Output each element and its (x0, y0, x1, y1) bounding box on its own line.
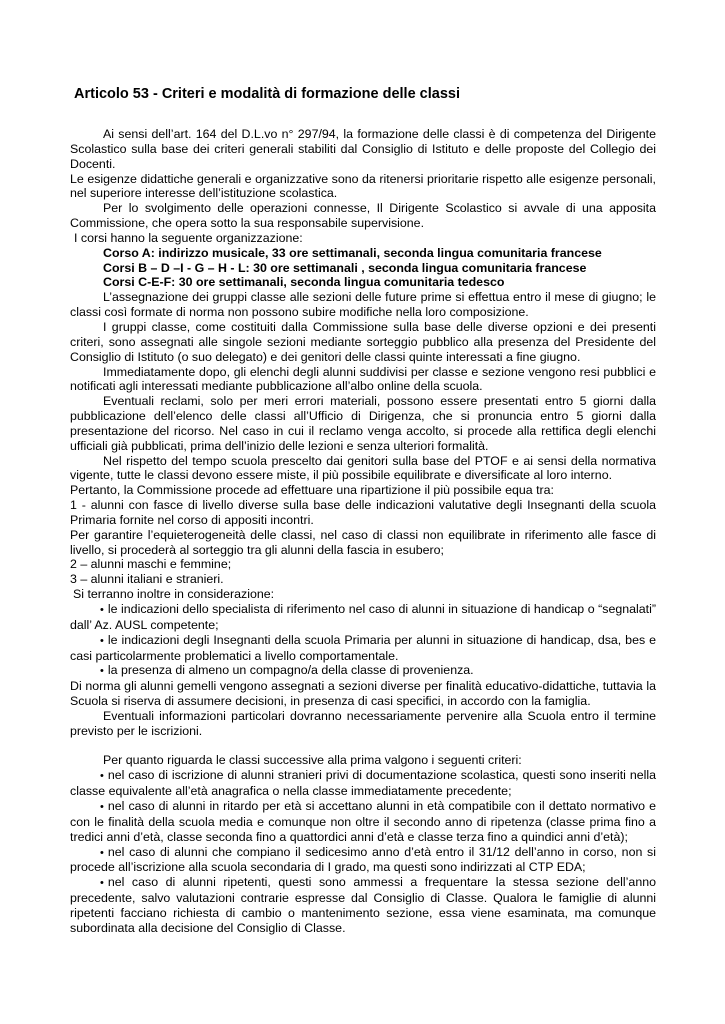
criterion-gender: 2 – alunni maschi e femmine; (70, 557, 232, 572)
paragraph-complaints: Eventuali reclami, solo per meri errori materiali, possono essere presentati entro 5 giorni dalla pubblicazione dell’elenco delle classi all’Ufficio di Dirigenza, che si pronuncia entro 5 giorni dalla presentazione del ricorso. Nel caso in cui il reclamo venga accolto, si procede alla rettifica degli elenchi ufficiali già pubblicati, prima dell’inizio delle lezioni e senza ulteriori formalità. (70, 394, 656, 453)
paragraph-following-classes: Per quanto riguarda le classi successive alla prima valgono i seguenti criteri: (103, 753, 522, 768)
bullet-icon: • (100, 877, 104, 890)
bullet-item-classmate (70, 663, 656, 679)
course-b: Corsi B – D –I - G – H - L: 30 ore settimanali , seconda lingua comunitaria francese (103, 260, 587, 275)
bullet-icon: • (100, 634, 104, 647)
bullet-item-sixteen-year-olds (70, 845, 656, 876)
paragraph-courses-intro: I corsi hanno la seguente organizzazione: (74, 230, 303, 245)
paragraph-distribution: Pertanto, la Commissione procede ad effettuare una ripartizione il più possibile equa tra: (70, 483, 554, 498)
paragraph-draw: I gruppi classe, come costituiti dalla Commissione sulla base delle diverse opzioni e dei presenti criteri, sono assegnati alle singole sezioni mediante sorteggio pubblico alla presenza del Presidente del Consiglio di Istituto (o suo delegato) e dei genitori delle classi quinte interessati a fine giugno. (70, 319, 656, 364)
bullet-item-specialist (70, 602, 656, 633)
bullet-icon: • (100, 665, 104, 678)
bullet-icon: • (100, 846, 104, 859)
paragraph-mixed-classes: Nel rispetto del tempo scuola prescelto dai genitori sulla base del PTOF e ai sensi della normativa vigente, tutte le classi devono essere miste, il più possibile equilibrate e diversificate al loro interno. (70, 453, 656, 483)
bullet-text: nel caso di alunni ripetenti, questi sono ammessi a frequentare la stessa sezione dell’anno precedente, salvo valutazioni contrarie espresse dal Consiglio di Classe. Qualora le famiglie di alunni ripetenti facciano richiesta di cambio o mantenimento sezione, essa viene esaminata, ma comunque subordinata alla decisione del Consiglio di Classe. (70, 875, 656, 935)
bullet-icon: • (100, 800, 104, 813)
paragraph-commission: Per lo svolgimento delle operazioni connesse, Il Dirigente Scolastico si avvale di una apposita Commissione, che opera sotto la sua responsabile supervisione. (70, 201, 656, 231)
bullet-text: la presenza di almeno un compagno/a della classe di provenienza. (107, 663, 474, 678)
paragraph-priorities: Le esigenze didattiche generali e organizzative sono da ritenersi prioritarie rispetto alle esigenze personali, nel superiore interesse dell’istituzione scolastica. (70, 171, 656, 201)
paragraph-information: Eventuali informazioni particolari dovranno necessariamente pervenire alla Scuola entro il termine previsto per le iscrizioni. (70, 708, 656, 738)
article-body (70, 127, 656, 936)
bullet-item-foreign-students (70, 768, 656, 799)
course-c: Corsi C-E-F: 30 ore settimanali, seconda lingua comunitaria tedesco (103, 275, 505, 290)
bullet-icon: • (100, 770, 104, 783)
bullet-icon: • (100, 604, 104, 616)
paragraph-equiheterogeneity: Per garantire l’equieterogeneità delle classi, nel caso di classi non equilibrate in riferimento alle fasce di livello, si procederà al sorteggio tra gli alunni della fascia in esubero; (70, 527, 656, 557)
bullet-text: nel caso di iscrizione di alunni stranieri privi di documentazione scolastica, questi sono inseriti nella classe equivalente all’età anagrafica o nella classe immediatamente precedente; (70, 768, 656, 799)
criterion-nationality: 3 – alunni italiani e stranieri. (70, 572, 224, 587)
paragraph-assignment: L’assegnazione dei gruppi classe alle sezioni delle future prime si effettua entro il mese di giugno; le classi così formate di norma non possono subire modifiche nella loro composizione. (70, 290, 656, 320)
paragraph-spacer (70, 739, 656, 754)
paragraph-legal-basis: Ai sensi dell’art. 164 del D.L.vo n° 297/94, la formazione delle classi è di competenza del Dirigente Scolastico sulla base dei criteri generali stabiliti dal Consiglio di Istituto e delle proposte del Collegio dei Docenti. (70, 127, 656, 171)
bullet-item-repeating-students (70, 875, 656, 935)
paragraph-twins: Di norma gli alunni gemelli vengono assegnati a sezioni diverse per finalità educativo-didattiche, tuttavia la Scuola si riserva di assumere decisioni, in presenza di casi specifici, in accordo con la famiglia. (70, 679, 656, 709)
bullet-item-teachers (70, 633, 656, 664)
bullet-item-late-students (70, 799, 656, 845)
bullet-text: nel caso di alunni in ritardo per età si accettano alunni in età compatibile con il dettato normativo e con le finalità della scuola media e comunque non oltre il secondo anno di ripetenza (classe prima fino a tredici anni d’età, classe seconda fino a quattordici anni d’età e classe terza fino a quindici anni d’età); (70, 798, 656, 844)
article-title: Articolo 53 - Criteri e modalità di formazione delle classi (74, 86, 460, 102)
course-a: Corso A: indirizzo musicale, 33 ore settimanali, seconda lingua comunitaria francese (103, 245, 602, 260)
bullet-text: le indicazioni degli Insegnanti della scuola Primaria per alunni in situazione di handicap, dsa, bes e casi particolarmente problematici a livello comportamentale. (70, 632, 656, 663)
paragraph-publication: Immediatamente dopo, gli elenchi degli alunni suddivisi per classe e sezione vengono resi pubblici e notificati agli interessati mediante pubblicazione all’albo online della scuola. (70, 364, 656, 394)
bullet-text: nel caso di alunni che compiano il sedicesimo anno d’età entro il 31/12 dell’anno in corso, non si procede all’iscrizione alla scuola secondaria di I grado, ma questi sono indirizzati al CTP EDA; (70, 844, 656, 875)
bullet-text: le indicazioni dello specialista di riferimento nel caso di alunni in situazione di handicap o “segnalati” dall’ Az. AUSL competente; (70, 602, 656, 632)
criterion-levels: 1 - alunni con fasce di livello diverse sulla base delle indicazioni valutative degli Insegnanti della scuola Primaria fornite nel corso di appositi incontri. (70, 498, 656, 527)
paragraph-considerations: Si terranno inoltre in considerazione: (73, 587, 275, 602)
